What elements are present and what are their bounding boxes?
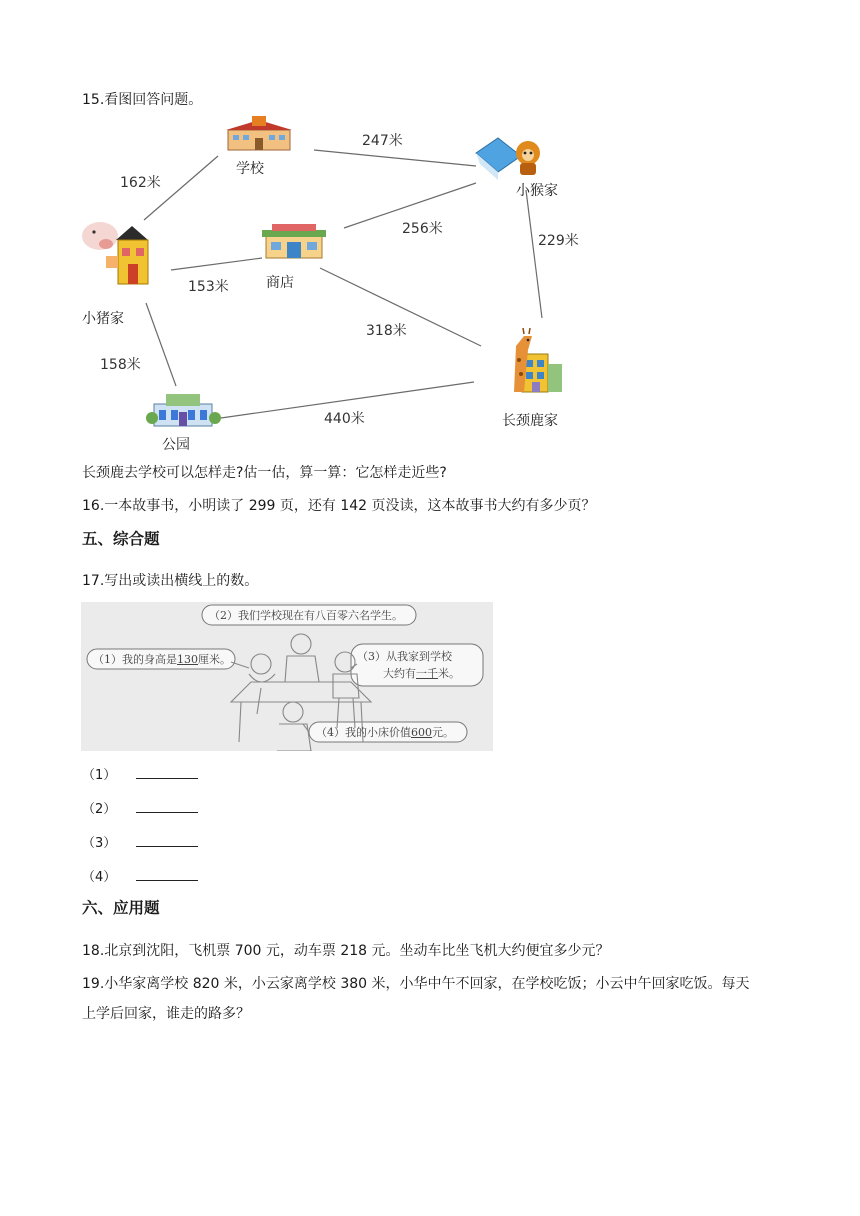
blank-label-3: （3）: [82, 836, 117, 851]
bubble-3-line2: [357, 665, 460, 682]
bubble-1-prefix: （1）我的身高是: [93, 653, 177, 666]
bubble-1-suffix: 厘米。: [198, 653, 231, 666]
blank-row-4: [82, 866, 198, 885]
answer-blank-2[interactable]: [136, 800, 198, 813]
pig-house-icon: [82, 222, 148, 284]
bubble-4-prefix: （4）我的小床价值: [316, 726, 411, 739]
dist-monkey-giraffe: 229米: [538, 233, 579, 249]
label-shop: 商店: [266, 275, 294, 291]
dist-shop-monkey: 256米: [402, 221, 443, 237]
bubble-2: （2）我们学校现在有八百零六名学生。: [209, 609, 403, 622]
q19-line1: 19.小华家离学校 820 米，小云家离学校 380 米，小华中午不回家，在学校吃饭；小云中午回家吃饭。每天: [82, 976, 750, 992]
monkey-house-icon: [476, 138, 540, 180]
answer-blank-3[interactable]: [136, 834, 198, 847]
blank-row-3: [82, 832, 198, 851]
path-pig-park: [146, 303, 176, 386]
route-map: [76, 108, 596, 458]
label-pig-home: 小猪家: [82, 311, 124, 327]
path-monkey-giraffe: [526, 190, 542, 318]
dist-pig-park: 158米: [100, 357, 141, 373]
label-giraffe-home: 长颈鹿家: [502, 413, 558, 429]
route-map-lines: [76, 108, 596, 458]
bubble-4: [316, 724, 454, 740]
blank-label-4: （4）: [82, 870, 117, 885]
blank-label-1: （1）: [82, 768, 117, 783]
bubble-3-suffix: 米。: [438, 667, 460, 680]
bubble-3-prefix: 大约有: [383, 667, 416, 680]
bubble-4-suffix: 元。: [432, 726, 454, 739]
q19-line2: 上学后回家，谁走的路多？: [82, 1006, 250, 1022]
q15-title: 15.看图回答问题。: [82, 92, 203, 108]
label-school: 学校: [236, 161, 264, 177]
answer-blank-1[interactable]: [136, 766, 198, 779]
q15-question: 长颈鹿去学校可以怎样走?估一估，算一算：它怎样走近些?: [82, 465, 447, 481]
dist-shop-giraffe: 318米: [366, 323, 407, 339]
label-monkey-home: 小猴家: [516, 183, 558, 199]
dist-pig-school: 162米: [120, 175, 161, 191]
blank-label-2: （2）: [82, 802, 117, 817]
blank-row-2: [82, 798, 198, 817]
blank-row-1: [82, 764, 198, 783]
q18-text: 18.北京到沈阳，飞机票 700 元，动车票 218 元。坐动车比坐飞机大约便宜多少元？: [82, 943, 610, 959]
q17-title: 17.写出或读出横线上的数。: [82, 573, 259, 589]
bubble-4-value: 600: [411, 726, 432, 739]
path-pig-shop: [171, 258, 262, 270]
park-icon: [146, 394, 221, 426]
bubble-3-line1: （3）从我家到学校: [357, 650, 452, 663]
section6-title: 六、应用题: [82, 899, 160, 917]
bubble-1-value: 130: [177, 653, 198, 666]
label-park: 公园: [162, 437, 190, 453]
dist-school-monkey: 247米: [362, 133, 403, 149]
path-school-monkey: [314, 150, 476, 166]
q17-illustration: [81, 602, 493, 751]
school-icon: [226, 116, 292, 150]
bubble-1: [93, 651, 231, 667]
dist-pig-shop: 153米: [188, 279, 229, 295]
shop-icon: [262, 224, 326, 258]
q16-text: 16.一本故事书，小明读了 299 页，还有 142 页没读，这本故事书大约有多少页？: [82, 498, 596, 514]
answer-blank-4[interactable]: [136, 868, 198, 881]
section5-title: 五、综合题: [82, 530, 160, 548]
dist-park-giraffe: 440米: [324, 411, 365, 427]
bubble-3: [357, 648, 460, 682]
bubble-3-value: 一千: [416, 667, 438, 680]
giraffe-house-icon: [514, 328, 562, 392]
